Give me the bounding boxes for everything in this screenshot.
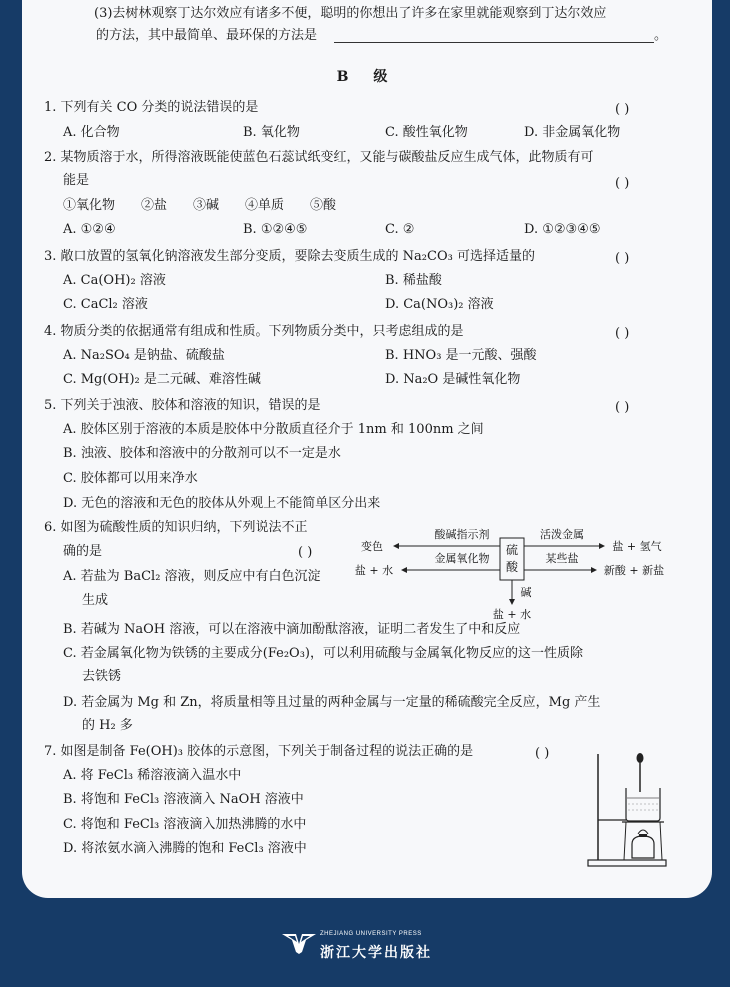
q2-option-d: D. ①②③④⑤ — [524, 222, 601, 237]
q6-option-a-line1: A. 若盐为 BaCl₂ 溶液，则反应中有白色沉淀 — [63, 569, 321, 584]
q1-option-c: C. 酸性氧化物 — [385, 125, 468, 140]
label-some-salt: 某些盐 — [545, 552, 579, 565]
center-char-2: 酸 — [505, 560, 519, 574]
q2-answer-paren: ( ) — [615, 176, 630, 191]
q2-stem-line2: 能是 — [63, 173, 90, 188]
q2-items: ①氧化物 ②盐 ③碱 ④单质 ⑤酸 — [63, 198, 337, 213]
publisher-name-cn: 浙江大学出版社 — [320, 945, 432, 961]
q7-option-a: A. 将 FeCl₃ 稀溶液滴入温水中 — [63, 768, 242, 783]
q2-option-b: B. ①②④⑤ — [243, 222, 308, 237]
q4-answer-paren: ( ) — [615, 326, 630, 341]
q5-stem: 5. 下列关于浊液、胶体和溶液的知识，错误的是 — [44, 398, 321, 413]
q1-option-b: B. 氧化物 — [243, 125, 300, 140]
label-base: 碱 — [520, 586, 532, 599]
section-title: B 级 — [336, 69, 398, 85]
q3-option-b: B. 稀盐酸 — [385, 273, 442, 288]
q4-option-b: B. HNO₃ 是一元酸、强酸 — [385, 348, 537, 363]
label-salt-h2: 盐 + 氢气 — [612, 540, 662, 553]
q2-option-c: C. ② — [385, 222, 415, 237]
q3-option-d: D. Ca(NO₃)₂ 溶液 — [385, 297, 494, 312]
q6-option-b: B. 若碱为 NaOH 溶液，可以在溶液中滴加酚酞溶液，证明二者发生了中和反应 — [63, 622, 521, 637]
q7-answer-paren: ( ) — [535, 746, 550, 761]
q6-option-d-line1: D. 若金属为 Mg 和 Zn，将质量相等且过量的两种金属与一定量的稀硫酸完全反应，Mg 产生 — [63, 695, 601, 710]
q7-option-d: D. 将浓氨水滴入沸腾的饱和 FeCl₃ 溶液中 — [63, 841, 307, 856]
q3-option-a: A. Ca(OH)₂ 溶液 — [63, 273, 166, 288]
label-indicator: 酸碱指示剂 — [434, 528, 490, 541]
label-active-metal: 活泼金属 — [540, 528, 584, 541]
q1-option-d: D. 非金属氧化物 — [524, 125, 621, 140]
q6-option-c-line2: 去铁锈 — [82, 669, 122, 684]
exam-page — [22, 0, 712, 898]
q6-option-d-line2: 的 H₂ 多 — [82, 718, 133, 733]
q1-option-a: A. 化合物 — [63, 125, 120, 140]
q6-stem-line2: 确的是 — [63, 544, 103, 559]
period: 。 — [654, 28, 668, 43]
sulfuric-acid-property-diagram — [352, 518, 672, 622]
label-metal-oxide: 金属氧化物 — [434, 552, 490, 565]
q4-option-d: D. Na₂O 是碱性氧化物 — [385, 372, 521, 387]
answer-blank — [334, 42, 654, 43]
q5-option-a: A. 胶体区别于溶液的本质是胶体中分散质直径介于 1nm 和 100nm 之间 — [63, 422, 484, 437]
q2-stem-line1: 2. 某物质溶于水，所得溶液既能使蓝色石蕊试纸变红，又能与碳酸盐反应生成气体，此物质有可 — [44, 150, 594, 165]
q4-option-c: C. Mg(OH)₂ 是二元碱、难溶性碱 — [63, 372, 261, 387]
label-salt-water-left: 盐 + 水 — [354, 564, 394, 577]
q3-stem: 3. 敞口放置的氢氧化钠溶液发生部分变质，要除去变质生成的 Na₂CO₃ 可选择适量的 — [44, 249, 535, 264]
q6-option-c-line1: C. 若金属氧化物为铁锈的主要成分(Fe₂O₃)，可以利用硫酸与金属氧化物反应的这一性质除 — [63, 646, 583, 661]
colloid-apparatus-illustration — [584, 748, 680, 870]
q5-option-c: C. 胶体都可以用来净水 — [63, 471, 198, 486]
label-color-change: 变色 — [361, 540, 383, 553]
publisher-logo — [282, 930, 316, 954]
q2-option-a: A. ①②④ — [63, 222, 116, 237]
q6-stem-line1: 6. 如图为硫酸性质的知识归纳，下列说法不正 — [44, 520, 308, 535]
q6-option-a-line2: 生成 — [82, 593, 109, 608]
q5-answer-paren: ( ) — [615, 400, 630, 415]
label-salt-water-bottom: 盐 + 水 — [492, 608, 532, 621]
q7-option-c: C. 将饱和 FeCl₃ 溶液滴入加热沸腾的水中 — [63, 817, 307, 832]
q3-part3-line1: (3)去树林观察丁达尔效应有诸多不便，聪明的你想出了许多在家里就能观察到丁达尔效应 — [94, 6, 607, 21]
q1-stem: 1. 下列有关 CO 分类的说法错误的是 — [44, 100, 259, 115]
q3-part3-line2: 的方法，其中最简单、最环保的方法是 — [96, 28, 318, 43]
center-char-1: 硫 — [505, 543, 519, 557]
q3-option-c: C. CaCl₂ 溶液 — [63, 297, 148, 312]
q5-option-d: D. 无色的溶液和无色的胶体从外观上不能简单区分出来 — [63, 496, 381, 511]
publisher-name-en: ZHEJIANG UNIVERSITY PRESS — [320, 931, 422, 937]
q5-option-b: B. 浊液、胶体和溶液中的分散剂可以不一定是水 — [63, 446, 341, 461]
q7-stem: 7. 如图是制备 Fe(OH)₃ 胶体的示意图，下列关于制备过程的说法正确的是 — [44, 744, 474, 759]
q4-stem: 4. 物质分类的依据通常有组成和性质。下列物质分类中，只考虑组成的是 — [44, 324, 464, 339]
q1-answer-paren: ( ) — [615, 102, 630, 117]
q3-answer-paren: ( ) — [615, 251, 630, 266]
q6-answer-paren: ( ) — [298, 545, 313, 560]
q7-option-b: B. 将饱和 FeCl₃ 溶液滴入 NaOH 溶液中 — [63, 792, 304, 807]
q4-option-a: A. Na₂SO₄ 是钠盐、硫酸盐 — [63, 348, 225, 363]
label-new-acid-salt: 新酸 + 新盐 — [603, 564, 665, 577]
